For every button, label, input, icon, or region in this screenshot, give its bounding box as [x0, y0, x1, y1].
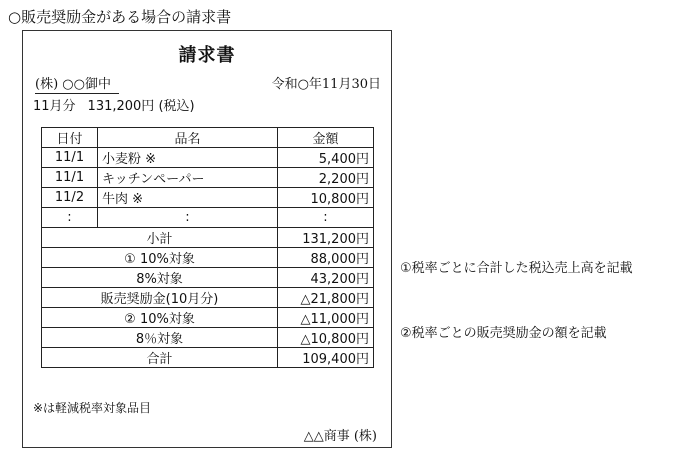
summary-row-incentive-8pct — [42, 328, 374, 348]
summary-row-subtotal — [42, 228, 374, 248]
table-row — [42, 168, 374, 188]
summary-row-incentive-10pct — [42, 308, 374, 328]
column-header-amount: 金額 — [278, 128, 374, 148]
summary-label: ① 10%対象 — [42, 248, 278, 268]
summary-row-incentive — [42, 288, 374, 308]
summary-row-sales-10pct — [42, 248, 374, 268]
row-item: : — [98, 208, 278, 228]
summary-amount: 88,000円 — [278, 248, 374, 268]
table-row — [42, 148, 374, 168]
row-item: キッチンペーパー — [98, 168, 278, 188]
summary-label: 8%対象 — [42, 268, 278, 288]
table-row — [42, 188, 374, 208]
summary-amount: 109,400円 — [278, 348, 374, 368]
summary-label: 小計 — [42, 228, 278, 248]
row-amount: : — [278, 208, 374, 228]
issuer-name: △△商事 (株) — [303, 429, 377, 444]
summary-label: 8％対象 — [42, 328, 278, 348]
summary-amount: 131,200円 — [278, 228, 374, 248]
invoice-title: 請求書 — [178, 45, 236, 66]
row-amount: 10,800円 — [278, 188, 374, 208]
reduced-tax-footnote: ※は軽減税率対象品目 — [33, 401, 152, 415]
invoice-period: 11月分 — [33, 99, 76, 114]
summary-amount: △21,800円 — [278, 288, 374, 308]
summary-row-total — [42, 348, 374, 368]
summary-label: 販売奨励金(10月分) — [42, 288, 278, 308]
summary-label: ② 10%対象 — [42, 308, 278, 328]
invoice-date: 令和○年11月30日 — [271, 77, 381, 92]
summary-label: 合計 — [42, 348, 278, 368]
invoice-total-amount: 131,200円 (税込) — [87, 99, 195, 114]
table-row-ellipsis — [42, 208, 374, 228]
invoice-table — [41, 127, 374, 368]
row-amount: 2,200円 — [278, 168, 374, 188]
table-header-row — [42, 128, 374, 148]
invoice-recipient: (株) ○○御中 — [35, 73, 119, 94]
annotation-sales-by-rate: ①税率ごとに合計した税込売上高を記載 — [400, 261, 633, 276]
row-date: 11/1 — [42, 168, 98, 188]
row-date: 11/2 — [42, 188, 98, 208]
invoice-amount-line — [33, 95, 207, 114]
row-date: 11/1 — [42, 148, 98, 168]
summary-amount: △10,800円 — [278, 328, 374, 348]
summary-amount: △11,000円 — [278, 308, 374, 328]
row-item: 小麦粉 ※ — [98, 148, 278, 168]
column-header-item: 品名 — [98, 128, 278, 148]
section-heading: ○販売奨励金がある場合の請求書 — [8, 8, 232, 26]
annotation-incentive-by-rate: ②税率ごとの販売奨励金の額を記載 — [400, 326, 607, 341]
summary-amount: 43,200円 — [278, 268, 374, 288]
invoice-document — [22, 30, 392, 448]
column-header-date: 日付 — [42, 128, 98, 148]
row-date: : — [42, 208, 98, 228]
row-item: 牛肉 ※ — [98, 188, 278, 208]
row-amount: 5,400円 — [278, 148, 374, 168]
summary-row-sales-8pct — [42, 268, 374, 288]
